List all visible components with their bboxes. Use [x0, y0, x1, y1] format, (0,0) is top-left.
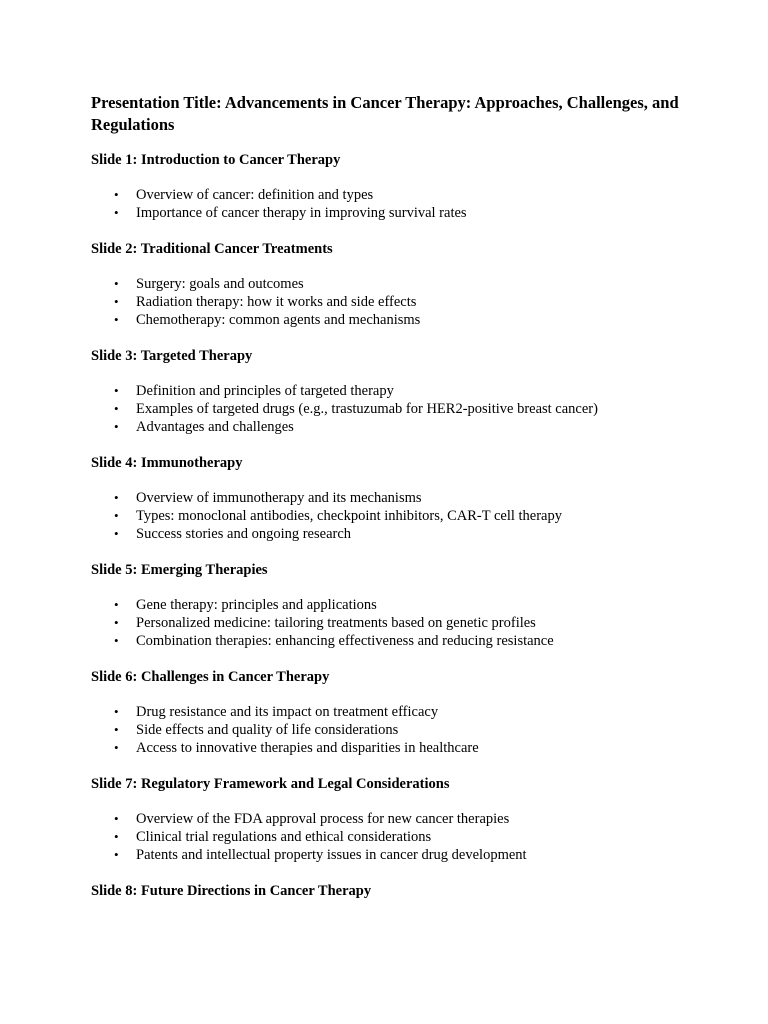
slide-section [91, 454, 681, 543]
slide-heading: Slide 4: Immunotherapy [91, 455, 243, 471]
bullet-dot-icon: • [114, 187, 119, 202]
bullet-item [91, 846, 681, 864]
bullet-item [91, 507, 681, 525]
bullet-text: Access to innovative therapies and disparities in healthcare [136, 740, 479, 756]
bullet-item [91, 596, 681, 614]
bullet-text: Surgery: goals and outcomes [136, 276, 304, 292]
bullet-dot-icon: • [114, 419, 119, 434]
bullet-dot-icon: • [114, 508, 119, 523]
bullet-dot-icon: • [114, 526, 119, 541]
bullet-dot-icon: • [114, 383, 119, 398]
bullet-text: Advantages and challenges [136, 419, 294, 435]
slide-section [91, 775, 681, 864]
bullet-item [91, 489, 681, 507]
bullet-list [91, 703, 681, 757]
bullet-item [91, 721, 681, 739]
slides-container [91, 151, 681, 900]
bullet-item [91, 311, 681, 329]
bullet-item [91, 204, 681, 222]
bullet-text: Clinical trial regulations and ethical considerations [136, 829, 432, 845]
bullet-item [91, 293, 681, 311]
bullet-item [91, 739, 681, 757]
bullet-item [91, 418, 681, 436]
slide-section [91, 240, 681, 329]
bullet-text: Success stories and ongoing research [136, 526, 352, 542]
bullet-dot-icon: • [114, 597, 119, 612]
bullet-dot-icon: • [114, 829, 119, 844]
bullet-text: Overview of cancer: definition and types [136, 187, 374, 203]
bullet-dot-icon: • [114, 722, 119, 737]
bullet-dot-icon: • [114, 633, 119, 648]
bullet-dot-icon: • [114, 811, 119, 826]
slide-heading: Slide 7: Regulatory Framework and Legal Considerations [91, 776, 450, 792]
bullet-dot-icon: • [114, 401, 119, 416]
bullet-item [91, 400, 681, 418]
bullet-text: Gene therapy: principles and applications [136, 597, 377, 613]
slide-heading: Slide 2: Traditional Cancer Treatments [91, 241, 333, 257]
bullet-dot-icon: • [114, 294, 119, 309]
bullet-text: Combination therapies: enhancing effectiveness and reducing resistance [136, 633, 554, 649]
bullet-text: Personalized medicine: tailoring treatments based on genetic profiles [136, 615, 536, 631]
bullet-text: Examples of targeted drugs (e.g., trastuzumab for HER2-positive breast cancer) [136, 401, 598, 417]
bullet-text: Definition and principles of targeted therapy [136, 383, 394, 399]
document-title: Presentation Title: Advancements in Cancer Therapy: Approaches, Challenges, and Regulations [91, 93, 679, 134]
bullet-text: Overview of the FDA approval process for new cancer therapies [136, 811, 510, 827]
bullet-text: Patents and intellectual property issues in cancer drug development [136, 847, 527, 863]
bullet-item [91, 275, 681, 293]
slide-heading: Slide 5: Emerging Therapies [91, 562, 268, 578]
bullet-dot-icon: • [114, 615, 119, 630]
bullet-list [91, 275, 681, 329]
bullet-item [91, 525, 681, 543]
bullet-text: Side effects and quality of life considerations [136, 722, 399, 738]
bullet-dot-icon: • [114, 276, 119, 291]
bullet-dot-icon: • [114, 704, 119, 719]
bullet-item [91, 703, 681, 721]
bullet-dot-icon: • [114, 205, 119, 220]
bullet-text: Radiation therapy: how it works and side effects [136, 294, 417, 310]
bullet-item [91, 632, 681, 650]
bullet-list [91, 186, 681, 222]
slide-section [91, 882, 681, 900]
bullet-text: Types: monoclonal antibodies, checkpoint inhibitors, CAR-T cell therapy [136, 508, 562, 524]
document-page [91, 92, 681, 917]
bullet-dot-icon: • [114, 490, 119, 505]
bullet-text: Importance of cancer therapy in improving survival rates [136, 205, 467, 221]
bullet-list [91, 382, 681, 436]
bullet-item [91, 382, 681, 400]
bullet-item [91, 828, 681, 846]
bullet-dot-icon: • [114, 312, 119, 327]
slide-section [91, 151, 681, 222]
bullet-text: Overview of immunotherapy and its mechanisms [136, 490, 422, 506]
bullet-list [91, 489, 681, 543]
slide-heading: Slide 6: Challenges in Cancer Therapy [91, 669, 330, 685]
slide-heading: Slide 3: Targeted Therapy [91, 348, 253, 364]
bullet-item [91, 186, 681, 204]
slide-section [91, 668, 681, 757]
slide-section [91, 561, 681, 650]
slide-heading: Slide 1: Introduction to Cancer Therapy [91, 152, 341, 168]
bullet-dot-icon: • [114, 847, 119, 862]
slide-section [91, 347, 681, 436]
bullet-item [91, 810, 681, 828]
bullet-text: Drug resistance and its impact on treatment efficacy [136, 704, 439, 720]
slide-heading: Slide 8: Future Directions in Cancer Therapy [91, 883, 372, 899]
bullet-list [91, 810, 681, 864]
bullet-item [91, 614, 681, 632]
bullet-text: Chemotherapy: common agents and mechanisms [136, 312, 421, 328]
bullet-list [91, 596, 681, 650]
bullet-dot-icon: • [114, 740, 119, 755]
